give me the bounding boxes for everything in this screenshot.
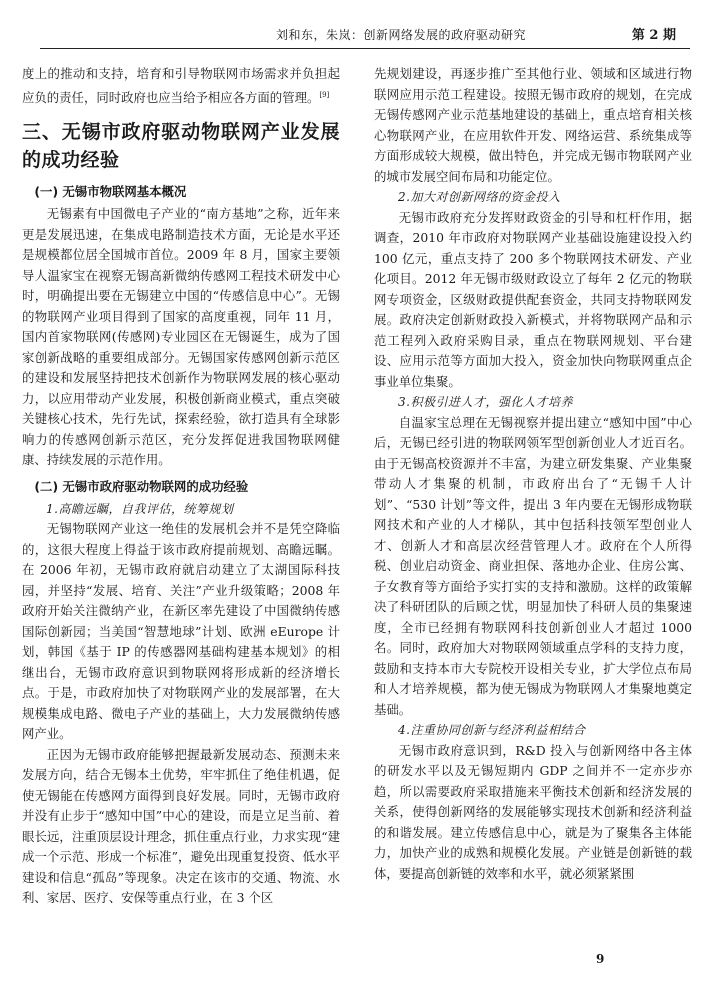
intro-text: 度上的推动和支持，培育和引导物联网市场需求并负担起应负的责任，同时政府也应当给予相应各方面的管理。 [22, 66, 340, 105]
subsection-heading-1: (一) 无锡市物联网基本概况 [34, 184, 187, 200]
point-heading-2: 2.加大对创新网络的资金投入 [398, 190, 561, 204]
section-heading: 三、无锡市政府驱动物联网产业发展的成功经验 [22, 121, 340, 172]
running-header [40, 18, 690, 49]
paragraph-planning: 无锡物联网产业这一绝佳的发展机会并不是凭空降临的，这很大程度上得益于该市政府提前规划、高瞻远瞩。在 2006 年初，无锡市政府就启动建立了太湖国际科技园，并坚持“发展、培育、关注”产业升级策略；2008 年政府开始关注微纳产业，在新区率先建设了中国微纳传感国际创新园；当美国“智慧地球”计划、欧洲 eEurope 计划，韩国《基于 IP 的传感器网基础构建基本规划》的相继出台，无锡市政府意识到物联网将形成新的经济增长点。于是，市政府加快了对物联网产业的发展部署，在大规模集成电路、微电子产业的基础上，大力发展微纳传感网产业。 [22, 521, 340, 742]
header-issue: 第 2 期 [631, 28, 676, 43]
header-authors-title: 刘和东，朱岚：创新网络发展的政府驱动研究 [276, 28, 527, 42]
point-heading-3: 3.积极引进人才，强化人才培养 [398, 395, 573, 409]
left-column [22, 64, 340, 909]
subsection-heading-2: (二) 无锡市政府驱动物联网的成功经验 [34, 478, 249, 494]
intro-paragraph [22, 64, 340, 108]
paragraph-funding: 无锡市政府充分发挥财政资金的引导和杠杆作用，据调查，2010 年市政府对物联网产业基础设施建设投入约 100 亿元，重点支持了 200 多个物联网技术研发、产业化项目。2012 年无锡市级财政设立了每年 2 亿元的物联网专项资金，区级财政提供配套资金，共同支持物联网发展。政府决定创新财政投入新模式，并将物联网产品和示范工程列入政府采购目录，重点在物联网规划、平台建设、应用示范等方面加大投入，资金加快向物联网重点企事业单位集聚。 [374, 209, 692, 389]
page-number: 9 [596, 952, 605, 966]
paragraph-collaboration: 无锡市政府意识到，R&D 投入与创新网络中各主体的研发水平以及无锡短期内 GDP 之间并不一定亦步亦趋，所以需要政府采取措施来平衡技术创新和经济发展的关系，使得创新网络的发展能够实现技术创新和经济利益的和谐发展。建立传感信息中心，就是为了聚集各主体能力，加快产业的成熟和规模化发展。产业链是创新链的载体，要提高创新链的效率和水平，就必须紧紧围 [374, 742, 692, 881]
right-column [374, 64, 692, 884]
intro-citation: [9] [319, 90, 330, 99]
paragraph-overview: 无锡素有中国微电子产业的“南方基地”之称，近年来更是发展迅速，在集成电路制造技术方面，无论是水平还是规模都位居全国城市首位。2009 年 8 月，国家主要领导人温家宝在视察无锡高新微纳传感网工程技术研发中心时，明确提出要在无锡建立中国的“传感信息中心”。无锡的物联网产业项目得到了国家的高度重视，同年 11 月，国内首家物联网(传感网)专业园区在无锡诞生，成为了国家创新战略的重要组成部分。无锡国家传感网创新示范区的建设和发展坚持把技术创新作为物联网发展的核心驱动力，以应用带动产业发展，积极创新商业模式，重点突破关键核心技术，先行先试，探索经验，欲打造具有全球影响力的传感网创新示范区，充分发挥促进我国物联网健康、持续发展的示范作用。 [22, 206, 340, 468]
point-heading-4: 4.注重协同创新与经济利益相结合 [398, 723, 586, 737]
paragraph-continuation: 先规划建设，再逐步推广至其他行业、领域和区域进行物联网应用示范工程建设。按照无锡市政府的规划，在完成无锡传感网产业示范基地建设的基础上，重点培育相关核心物联网产业，在应用软件开发、网络运营、系统集成等方面形成较大规模，做出特色，并完成无锡市物联网产业的城市发展空间布局和功能定位。 [374, 66, 692, 184]
point-heading-1: 1.高瞻远瞩，自我评估，统筹规划 [46, 501, 234, 516]
paragraph-opportunity: 正因为无锡市政府能够把握最新发展动态、预测未来发展方向，结合无锡本土优势，牢牢抓住了绝佳机遇，促使无锡能在传感网方面得到良好发展。同时，无锡市政府并没有止步于“感知中国”中心的建设，而是立足当前、着眼长远，注重顶层设计理念，抓住重点行业，力求实现“建成一个示范、形成一个标准”，避免出现重复投资、低水平建设和信息“孤岛”等现象。决定在该市的交通、物流、水利、家居、医疗、安保等重点行业，在 3 个区 [22, 746, 340, 906]
paragraph-talent: 自温家宝总理在无锡视察并提出建立“感知中国”中心后，无锡已经引进的物联网领军型创新创业人才近百名。由于无锡高校资源并不丰富，为建立研发集聚、产业集聚带动人才集聚的机制，市政府出台了“无锡千人计划”、“530 计划”等文件，提出 3 年内要在无锡形成物联网技术和产业的人才梯队，其中包括科技领军型创业人才、创新人才和高层次经营管理人才。政府在个人所得税、创业启动资金、商业担保、落地办企业、住房公寓、子女教育等方面给予实打实的支持和激励。这样的政策解决了科研团队的后顾之忧，明显加快了科研人员的集聚速度，全市已经拥有物联网科技创新创业人才超过 1000 名。同时，政府加大对物联网领域重点学科的支持力度，鼓励和支持本市大专院校开设相关专业，扩大学位点布局和人才培养规模，都为使无锡成为物联网人才集聚地奠定基础。 [374, 414, 692, 717]
